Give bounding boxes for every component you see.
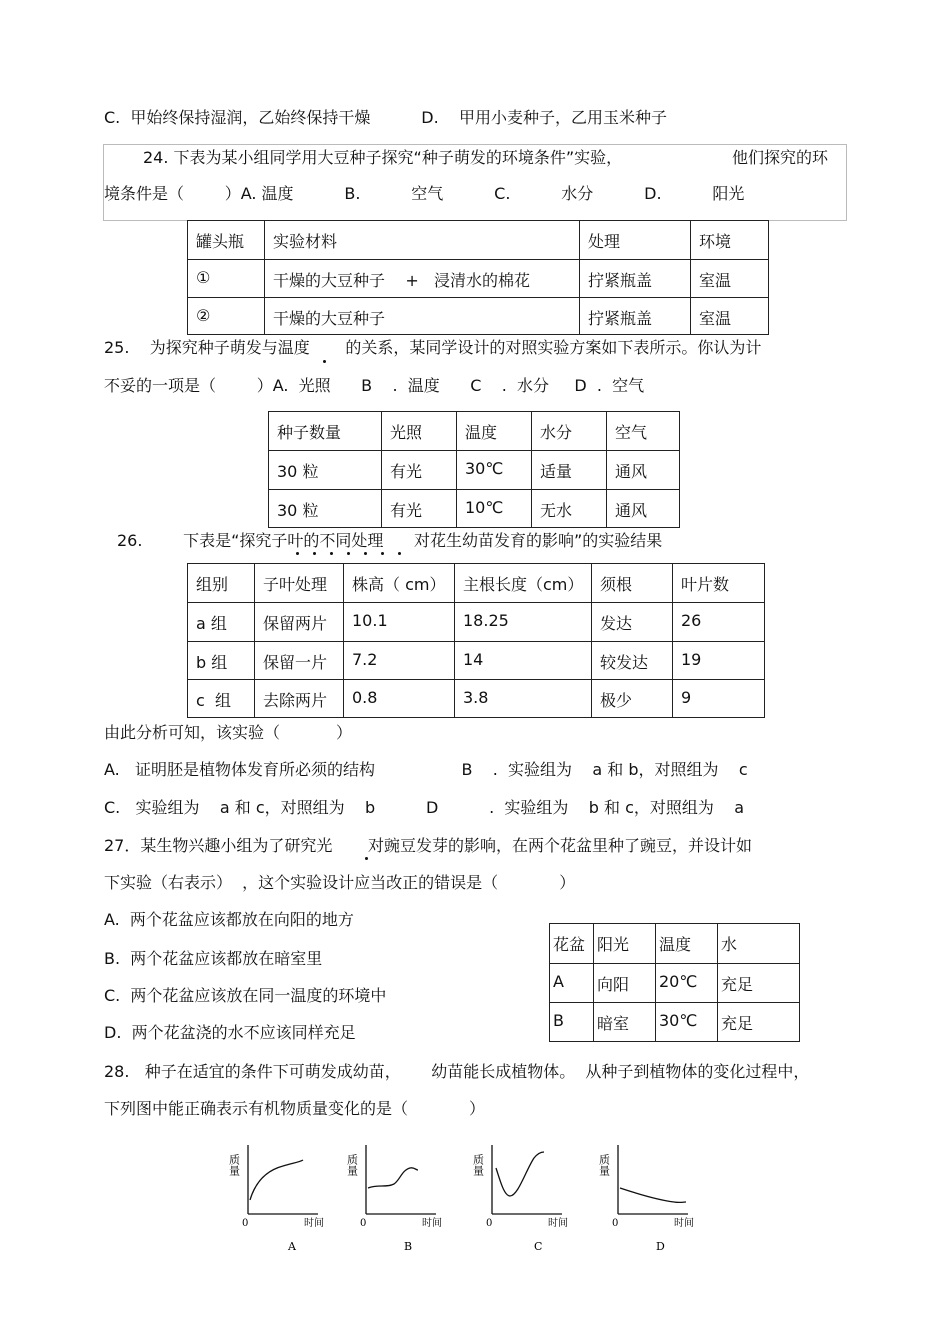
q26-cell: 18.25 xyxy=(455,603,592,642)
q26-th: 株高（ cm） xyxy=(344,564,455,603)
q25-stem-line2: 不妥的一项是（ ）A. 光照 B . 温度 C . 水分 D . 空气 xyxy=(104,376,645,395)
graph-b xyxy=(346,1145,443,1253)
q24-stem-line1b: 他们探究的环 xyxy=(732,148,829,167)
q27-cell: 充足 xyxy=(718,1003,800,1042)
q26-cell: 19 xyxy=(673,642,765,680)
q25-cell: 10℃ xyxy=(457,490,532,528)
q24-cell: ① xyxy=(188,260,265,298)
q23-option-cd: C. 甲始终保持湿润，乙始终保持干燥 D. 甲用小麦种子，乙用玉米种子 xyxy=(104,108,668,127)
graph-x-label: 时间 xyxy=(548,1218,568,1229)
q26-cell: 0.8 xyxy=(344,680,455,718)
q26-th: 须根 xyxy=(592,564,673,603)
q26-table xyxy=(187,563,765,718)
q25-th: 空气 xyxy=(607,412,680,451)
q24-th: 环境 xyxy=(691,221,769,260)
graph-origin: 0 xyxy=(360,1218,367,1229)
q24-cell: 干燥的大豆种子 xyxy=(265,298,580,335)
q27-table xyxy=(549,923,800,1042)
q25-th: 种子数量 xyxy=(269,412,382,451)
q27-cell: 向阳 xyxy=(594,964,656,1003)
curve xyxy=(368,1168,418,1188)
emphasis-dot xyxy=(296,552,299,555)
q25-th: 光照 xyxy=(382,412,457,451)
q28-graphs xyxy=(0,1140,950,1260)
curve xyxy=(250,1160,303,1200)
q26-cell: c 组 xyxy=(188,680,255,718)
q26-cell: a 组 xyxy=(188,603,255,642)
q28-stem-line1: 28. 种子在适宜的条件下可萌发成幼苗， 幼苗能长成植物体。 从种子到植物体的变化过程中， xyxy=(104,1062,810,1081)
emphasis-dot xyxy=(313,552,316,555)
q27-cell: A xyxy=(550,964,594,1003)
q24-cell: 干燥的大豆种子 + 浸清水的棉花 xyxy=(265,260,580,298)
graph-letter: D xyxy=(656,1240,665,1253)
graph-origin: 0 xyxy=(242,1218,249,1229)
q27-option-b: B. 两个花盆应该都放在暗室里 xyxy=(104,949,323,968)
q26-cell: 较发达 xyxy=(592,642,673,680)
curve xyxy=(620,1188,686,1202)
q25-table xyxy=(268,411,680,528)
q27-th: 阳光 xyxy=(594,924,656,964)
emphasis-dot xyxy=(323,360,326,363)
graph-letter: A xyxy=(288,1240,296,1253)
q27-cell: 30℃ xyxy=(656,1003,718,1042)
graph-y-label: 质量 xyxy=(597,1154,611,1176)
q25-cell: 通风 xyxy=(607,490,680,528)
q24-cell: ② xyxy=(188,298,265,335)
graph-x-label: 时间 xyxy=(304,1218,324,1229)
q26-th: 子叶处理 xyxy=(255,564,344,603)
emphasis-dot xyxy=(398,552,401,555)
curve xyxy=(496,1152,544,1196)
q25-cell: 无水 xyxy=(532,490,607,528)
q26-cell: 保留两片 xyxy=(255,603,344,642)
q26-option-ab: A. 证明胚是植物体发育所必须的结构 B . 实验组为 a 和 b，对照组为 c xyxy=(104,760,748,779)
q27-stem-line1: 27．某生物兴趣小组为了研究光 对豌豆发芽的影响，在两个花盆里种了豌豆，并设计如 xyxy=(104,836,752,855)
q26-th: 叶片数 xyxy=(673,564,765,603)
q28-stem-line2: 下列图中能正确表示有机物质量变化的是（ ） xyxy=(104,1099,486,1118)
q26-cell: 3.8 xyxy=(455,680,592,718)
q26-th: 主根长度（cm） xyxy=(455,564,592,603)
q24-th: 处理 xyxy=(580,221,691,260)
emphasis-dot xyxy=(347,552,350,555)
q24-th: 实验材料 xyxy=(265,221,580,260)
q25-cell: 30℃ xyxy=(457,451,532,490)
graph-y-label: 质量 xyxy=(345,1154,359,1176)
q26-cell: 14 xyxy=(455,642,592,680)
q26-cell: 26 xyxy=(673,603,765,642)
q24-stem-line2: 境条件是（ ）A. 温度 B. 空气 C. 水分 D. 阳光 xyxy=(104,184,745,203)
q25-cell: 有光 xyxy=(382,451,457,490)
q24-th: 罐头瓶 xyxy=(188,221,265,260)
q25-cell: 通风 xyxy=(607,451,680,490)
q27-th: 水 xyxy=(718,924,800,964)
q24-cell: 室温 xyxy=(691,298,769,335)
q25-th: 水分 xyxy=(532,412,607,451)
graph-letter: B xyxy=(404,1240,413,1253)
q24-cell: 拧紧瓶盖 xyxy=(580,260,691,298)
q25-th: 温度 xyxy=(457,412,532,451)
q27-th: 花盆 xyxy=(550,924,594,964)
q24-table xyxy=(187,220,769,335)
q26-stem-line1: 26. 下表是“探究子叶的不同处理 对花生幼苗发育的影响”的实验结果 xyxy=(117,531,663,550)
graph-y-label: 质量 xyxy=(471,1154,485,1176)
q27-stem-line2: 下实验（右表示） ，这个实验设计应当改正的错误是（ ） xyxy=(104,873,576,892)
graph-origin: 0 xyxy=(612,1218,619,1229)
q27-option-c: C. 两个花盆应该放在同一温度的环境中 xyxy=(104,986,387,1005)
q25-cell: 适量 xyxy=(532,451,607,490)
q26-cell: 7.2 xyxy=(344,642,455,680)
q26-th: 组别 xyxy=(188,564,255,603)
graph-x-label: 时间 xyxy=(422,1218,442,1229)
q24-cell: 室温 xyxy=(691,260,769,298)
q26-cell: 极少 xyxy=(592,680,673,718)
emphasis-dot xyxy=(330,552,333,555)
q26-option-cd: C. 实验组为 a 和 c，对照组为 b D . 实验组为 b 和 c，对照组为 a xyxy=(104,798,745,817)
emphasis-dot xyxy=(381,552,384,555)
q24-stem-line1a: 24. 下表为某小组同学用大豆种子探究“种子萌发的环境条件”实验， xyxy=(143,148,623,167)
q26-cell: 10.1 xyxy=(344,603,455,642)
q27-option-d: D. 两个花盆浇的水不应该同样充足 xyxy=(104,1023,356,1042)
q27-option-a: A. 两个花盆应该都放在向阳的地方 xyxy=(104,910,354,929)
q25-cell: 30 粒 xyxy=(269,451,382,490)
graph-y-label: 质量 xyxy=(227,1154,241,1176)
q26-stem: 由此分析可知，该实验（ ） xyxy=(104,723,352,742)
q27-cell: 20℃ xyxy=(656,964,718,1003)
q26-cell: b 组 xyxy=(188,642,255,680)
q24-cell: 拧紧瓶盖 xyxy=(580,298,691,335)
q26-cell: 发达 xyxy=(592,603,673,642)
q26-cell: 9 xyxy=(673,680,765,718)
graph-x-label: 时间 xyxy=(674,1218,694,1229)
graph-c xyxy=(472,1145,569,1253)
q27-th: 温度 xyxy=(656,924,718,964)
q25-stem-line1: 25. 为探究种子萌发与温度 的关系，某同学设计的对照实验方案如下表所示。你认为计 xyxy=(104,338,762,357)
q25-cell: 有光 xyxy=(382,490,457,528)
emphasis-dot xyxy=(365,857,368,860)
q26-cell: 保留一片 xyxy=(255,642,344,680)
graph-a xyxy=(228,1145,325,1253)
graph-d xyxy=(598,1145,695,1253)
q27-cell: 充足 xyxy=(718,964,800,1003)
graph-origin: 0 xyxy=(486,1218,493,1229)
q27-cell: B xyxy=(550,1003,594,1042)
graph-letter: C xyxy=(534,1240,543,1253)
emphasis-dot xyxy=(364,552,367,555)
q25-cell: 30 粒 xyxy=(269,490,382,528)
q27-cell: 暗室 xyxy=(594,1003,656,1042)
q26-cell: 去除两片 xyxy=(255,680,344,718)
